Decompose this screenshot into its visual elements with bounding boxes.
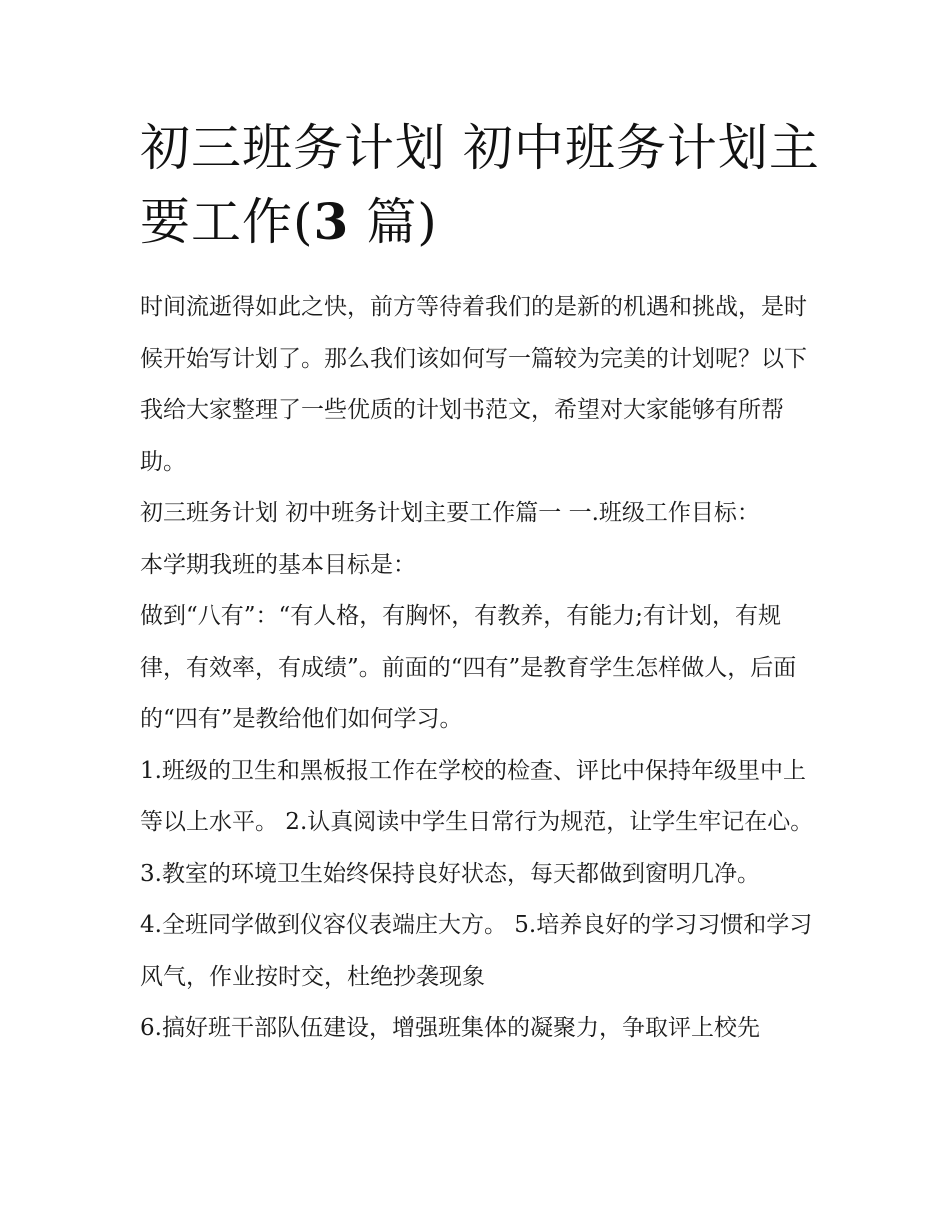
document-page [140,112,820,1055]
document-body [140,282,820,1055]
goal-item-4-5: 4.全班同学做到仪容仪表端庄大方。 5.培养良好的学习习惯和学习风气，作业按时交，杜绝抄袭现象 [140,912,813,990]
section-heading: 初三班务计划 初中班务计划主要工作篇一 一.班级工作目标： [140,500,760,526]
goal-item-3: 3.教室的环境卫生始终保持良好状态，每天都做到窗明几净。 [140,860,760,887]
goal-intro: 本学期我班的基本目标是： [140,551,416,578]
title-text-part2: 篇) [349,193,438,251]
goal-item-6: 6.搞好班干部队伍建设，增强班集体的凝聚力，争取评上校先 [140,1015,760,1041]
goal-item-1-2: 1.班级的卫生和黑板报工作在学校的检查、评比中保持年级里中上等以上水平。 2.认真阅读中学生日常行为规范，让学生牢记在心。 [140,757,814,835]
intro-paragraph: 时间流逝得如此之快，前方等待着我们的是新的机遇和挑战，是时候开始写计划了。那么我们该如何写一篇较为完美的计划呢？以下我给大家整理了一些优质的计划书范文，希望对大家能够有所帮助。 [140,294,807,475]
eight-haves-paragraph: 做到“八有”：“有人格，有胸怀，有教养，有能力;有计划，有规律，有效率，有成绩”。前面的“四有”是教育学生怎样做人，后面的“四有”是教给他们如何学习。 [140,603,797,732]
document-title [140,112,820,259]
title-text-part1: 初三班务计划 初中班务计划主要工作( [140,119,820,251]
title-count: 3 [313,192,350,251]
